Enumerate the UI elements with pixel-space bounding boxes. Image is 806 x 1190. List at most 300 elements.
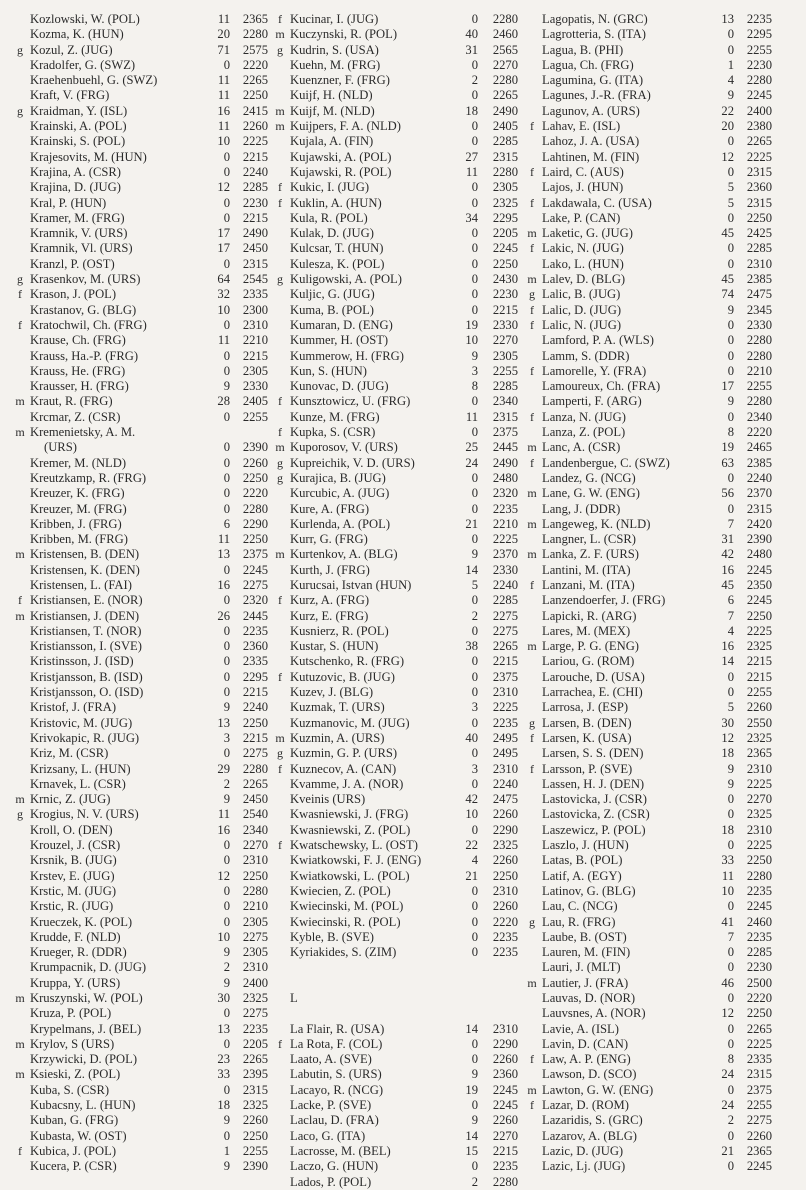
player-name: Krause, Ch. (FRG): [30, 333, 126, 348]
games-count: 56: [721, 486, 734, 501]
games-count: 23: [217, 1052, 230, 1067]
player-entry: [10, 884, 268, 899]
player-name: Laclau, D. (FRA): [290, 1113, 379, 1128]
elo-rating: 2330: [492, 562, 518, 577]
games-count: 0: [471, 1159, 478, 1174]
player-entry: [10, 394, 268, 409]
player-name: Kudrin, S. (USA): [290, 42, 379, 57]
title-tag: f: [530, 302, 534, 317]
title-tag: f: [530, 761, 534, 776]
games-count: 0: [471, 883, 478, 898]
games-count: 0: [471, 195, 478, 210]
elo-rating: 2225: [746, 838, 772, 853]
player-entry: [270, 609, 518, 624]
elo-rating: 2220: [746, 991, 772, 1005]
title-tag: f: [530, 195, 534, 210]
games-count: 12: [217, 180, 230, 195]
elo-rating: 2210: [242, 899, 268, 914]
player-name: Lavie, A. (ISL): [542, 1021, 619, 1036]
games-count: 4: [727, 73, 734, 88]
player-name: Lagopatis, N. (GRC): [542, 12, 648, 26]
player-entry: [270, 333, 518, 348]
elo-rating: 2215: [242, 210, 268, 225]
player-name: Lawton, G. W. (ENG): [542, 1082, 654, 1097]
games-count: 0: [727, 333, 734, 348]
player-entry: [270, 532, 518, 547]
games-count: 7: [727, 929, 734, 944]
elo-rating: 2255: [492, 363, 518, 378]
elo-rating: 2260: [242, 1113, 268, 1128]
games-count: 0: [727, 1128, 734, 1143]
player-entry: [270, 257, 518, 272]
title-tag: m: [527, 975, 537, 990]
title-tag: g: [277, 42, 283, 57]
elo-rating: 2250: [492, 868, 518, 883]
player-name: Kozma, K. (HUN): [30, 27, 124, 42]
player-name: Kriz, M. (CSR): [30, 746, 109, 761]
elo-rating: 2245: [746, 593, 772, 608]
title-tag: f: [18, 287, 22, 302]
player-entry: [522, 196, 792, 211]
elo-rating: 2375: [492, 425, 518, 440]
title-tag: f: [530, 1052, 534, 1067]
player-entry: [270, 746, 518, 761]
player-entry: [10, 43, 268, 58]
elo-rating: 2310: [492, 761, 518, 776]
elo-rating: 2215: [242, 685, 268, 700]
elo-rating: 2445: [492, 440, 518, 455]
elo-rating: 2265: [746, 134, 772, 149]
elo-rating: 2350: [746, 577, 772, 592]
games-count: 45: [721, 272, 734, 287]
player-entry: [522, 440, 792, 455]
games-count: 0: [727, 210, 734, 225]
elo-rating: 2250: [746, 853, 772, 868]
player-name: Kuehn, M. (FRG): [290, 57, 381, 72]
games-count: 29: [217, 761, 230, 776]
player-name: Lapicki, R. (ARG): [542, 608, 637, 623]
player-name: Langner, L. (CSR): [542, 532, 636, 547]
player-entry: [10, 150, 268, 165]
games-count: 13: [217, 715, 230, 730]
player-name: Kribben, J. (FRG): [30, 516, 122, 531]
elo-rating: 2245: [746, 899, 772, 914]
elo-rating: 2215: [746, 669, 772, 684]
elo-rating: 2250: [242, 532, 268, 547]
player-entry: [10, 211, 268, 226]
player-name: Kvamme, J. A. (NOR): [290, 776, 404, 791]
elo-rating: 2260: [492, 807, 518, 822]
elo-rating: 2320: [492, 486, 518, 501]
player-entry: [270, 12, 518, 27]
games-count: 17: [721, 379, 734, 394]
elo-rating: 2480: [746, 547, 772, 562]
player-entry: [270, 838, 518, 853]
player-name: Kwiecien, Z. (POL): [290, 883, 391, 898]
player-name: Kratochwil, Ch. (FRG): [30, 317, 147, 332]
elo-rating: 2375: [242, 547, 268, 562]
elo-rating: 2490: [242, 226, 268, 241]
games-count: 0: [471, 532, 478, 547]
elo-rating: 2400: [746, 103, 772, 118]
games-count: 18: [721, 822, 734, 837]
elo-rating: 2220: [746, 425, 772, 440]
elo-rating: 2375: [746, 1082, 772, 1097]
elo-rating: 2225: [746, 149, 772, 164]
games-count: 9: [727, 394, 734, 409]
elo-rating: 2250: [492, 256, 518, 271]
elo-rating: 2215: [492, 654, 518, 669]
player-name: Laszewicz, P. (POL): [542, 822, 646, 837]
title-tag: f: [530, 409, 534, 424]
games-count: 0: [471, 899, 478, 914]
games-count: 0: [727, 42, 734, 57]
player-entry: [270, 471, 518, 486]
player-entry: [10, 624, 268, 639]
games-count: 12: [721, 730, 734, 745]
player-name: Kristovic, M. (JUG): [30, 715, 133, 730]
games-count: 4: [727, 623, 734, 638]
player-name: Kozul, Z. (JUG): [30, 42, 113, 57]
player-name: Kuzev, J. (BLG): [290, 685, 374, 700]
title-tag: f: [18, 1143, 22, 1158]
rating-list-column-1: [10, 12, 268, 1175]
player-name: Krizsany, L. (HUN): [30, 761, 131, 776]
player-entry: [10, 1113, 268, 1128]
player-name: Kutschenko, R. (FRG): [290, 654, 405, 669]
elo-rating: 2460: [492, 27, 518, 42]
elo-rating: 2250: [242, 868, 268, 883]
title-tag: f: [278, 195, 282, 210]
games-count: 17: [217, 226, 230, 241]
player-entry: [522, 624, 792, 639]
games-count: 0: [471, 134, 478, 149]
elo-rating: 2245: [746, 88, 772, 103]
elo-rating: 2495: [492, 730, 518, 745]
games-count: 63: [721, 455, 734, 470]
elo-rating: 2565: [492, 42, 518, 57]
elo-rating: 2310: [242, 960, 268, 975]
player-entry: [10, 440, 268, 455]
player-entry: [522, 960, 792, 975]
games-count: 40: [465, 730, 478, 745]
title-tag: m: [15, 547, 25, 562]
player-entry: [10, 364, 268, 379]
player-entry: [522, 379, 792, 394]
elo-rating: 2325: [492, 195, 518, 210]
player-name: Kuzmin, A. (URS): [290, 730, 385, 745]
player-name: Landenbergue, C. (SWZ): [542, 455, 670, 470]
games-count: 3: [471, 700, 478, 715]
elo-rating: 2215: [492, 1143, 518, 1158]
player-name: Law, A. P. (ENG): [542, 1052, 631, 1067]
player-entry: [522, 792, 792, 807]
player-name: Lanzani, M. (ITA): [542, 577, 635, 592]
player-entry: [270, 869, 518, 884]
player-name: Kujala, A. (FIN): [290, 134, 374, 149]
elo-rating: 2245: [492, 1098, 518, 1113]
player-entry: [522, 226, 792, 241]
games-count: 0: [727, 27, 734, 42]
player-name: Lauvas, D. (NOR): [542, 991, 636, 1005]
elo-rating: 2315: [492, 409, 518, 424]
title-tag: g: [17, 807, 23, 822]
player-name: Kuporosov, V. (URS): [290, 440, 398, 455]
title-tag: f: [530, 363, 534, 378]
games-count: 24: [721, 1098, 734, 1113]
player-name: Krsnik, B. (JUG): [30, 853, 117, 868]
games-count: 9: [223, 1113, 230, 1128]
games-count: 33: [721, 853, 734, 868]
elo-rating: 2285: [746, 945, 772, 960]
player-name: Kranzl, P. (OST): [30, 256, 115, 271]
player-name: Kurajica, B. (JUG): [290, 470, 386, 485]
player-entry: [10, 104, 268, 119]
player-entry: [522, 1067, 792, 1082]
player-name: Krausser, H. (FRG): [30, 379, 129, 394]
elo-rating: 2405: [492, 119, 518, 134]
player-name: Krudde, F. (NLD): [30, 929, 121, 944]
player-name: Kuban, G. (FRG): [30, 1113, 119, 1128]
player-entry: [522, 593, 792, 608]
player-name: Lados, P. (POL): [290, 1174, 372, 1189]
elo-rating: 2230: [746, 960, 772, 975]
games-count: 11: [217, 532, 230, 547]
games-count: 8: [727, 1052, 734, 1067]
elo-rating: 2475: [746, 287, 772, 302]
games-count: 1: [223, 1143, 230, 1158]
title-tag: g: [17, 42, 23, 57]
player-entry: [270, 792, 518, 807]
title-tag: f: [530, 577, 534, 592]
player-name: Kreuzer, K. (FRG): [30, 486, 125, 501]
games-count: 28: [217, 394, 230, 409]
player-name: Kuljic, G. (JUG): [290, 287, 375, 302]
elo-rating: 2215: [492, 302, 518, 317]
games-count: 0: [471, 226, 478, 241]
player-entry: [10, 869, 268, 884]
games-count: 0: [223, 899, 230, 914]
player-entry: [522, 1052, 792, 1067]
games-count: 9: [471, 547, 478, 562]
elo-rating: 2215: [242, 730, 268, 745]
player-entry: [270, 716, 518, 731]
player-name: Kucera, P. (CSR): [30, 1159, 117, 1174]
player-name: Larsson, P. (SVE): [542, 761, 633, 776]
player-name: Lauren, M. (FIN): [542, 945, 631, 960]
player-name: Lacayo, R. (NCG): [290, 1082, 384, 1097]
elo-rating: 2325: [242, 1098, 268, 1113]
player-name: Kruppa, Y. (URS): [30, 975, 121, 990]
player-entry: [10, 272, 268, 287]
player-name: Laszlo, J. (HUN): [542, 838, 629, 853]
title-tag: m: [527, 516, 537, 531]
player-name: Kveinis (URS): [290, 792, 366, 807]
elo-rating: 2250: [746, 210, 772, 225]
elo-rating: 2315: [492, 149, 518, 164]
player-entry: [522, 1159, 792, 1174]
player-entry: [10, 1098, 268, 1113]
games-count: 2: [727, 1113, 734, 1128]
games-count: 8: [471, 379, 478, 394]
elo-rating: 2235: [492, 945, 518, 960]
player-name: Kozlowski, W. (POL): [30, 12, 140, 26]
player-entry: [270, 119, 518, 134]
games-count: 0: [471, 593, 478, 608]
games-count: 0: [727, 685, 734, 700]
player-name: Lautier, J. (FRA): [542, 975, 629, 990]
elo-rating: 2265: [242, 1052, 268, 1067]
title-tag: g: [529, 914, 535, 929]
games-count: 32: [217, 287, 230, 302]
games-count: 8: [727, 425, 734, 440]
player-entry: [10, 165, 268, 180]
elo-rating: 2305: [492, 348, 518, 363]
player-entry: [270, 196, 518, 211]
player-name: Kraehenbuehl, G. (SWZ): [30, 73, 158, 88]
games-count: 9: [471, 348, 478, 363]
games-count: 10: [217, 134, 230, 149]
player-name: Krouzel, J. (CSR): [30, 838, 121, 853]
player-name: Kuijf, M. (NLD): [290, 103, 375, 118]
games-count: 0: [471, 287, 478, 302]
games-count: 0: [471, 623, 478, 638]
elo-rating: 2280: [746, 394, 772, 409]
player-entry: [10, 700, 268, 715]
games-count: 0: [471, 12, 478, 26]
player-entry: [270, 762, 518, 777]
player-name: Krasenkov, M. (URS): [30, 272, 141, 287]
player-entry: [270, 700, 518, 715]
player-entry: [522, 58, 792, 73]
player-entry: [522, 1129, 792, 1144]
player-name: Kristensen, K. (DEN): [30, 562, 140, 577]
elo-rating: 2325: [746, 807, 772, 822]
games-count: 6: [223, 516, 230, 531]
elo-rating: 2360: [746, 180, 772, 195]
title-tag: g: [277, 746, 283, 761]
player-entry: [522, 180, 792, 195]
games-count: 0: [223, 501, 230, 516]
games-count: 0: [223, 639, 230, 654]
player-name: Kun, S. (HUN): [290, 363, 367, 378]
player-entry: [522, 639, 792, 654]
title-tag: m: [527, 226, 537, 241]
elo-rating: 2305: [242, 914, 268, 929]
elo-rating: 2460: [746, 914, 772, 929]
player-name: Lazic, D. (JUG): [542, 1143, 624, 1158]
player-name: Kuijf, H. (NLD): [290, 88, 373, 103]
player-entry: [10, 532, 268, 547]
player-name: Krajesovits, M. (HUN): [30, 149, 147, 164]
player-entry: [10, 639, 268, 654]
games-count: 0: [223, 440, 230, 455]
games-count: 2: [471, 608, 478, 623]
games-count: 9: [223, 945, 230, 960]
games-count: 0: [727, 501, 734, 516]
player-name: Krzywicki, D. (POL): [30, 1052, 138, 1067]
player-entry: [270, 318, 518, 333]
elo-rating: 2280: [746, 348, 772, 363]
elo-rating: 2260: [492, 1052, 518, 1067]
player-entry: [522, 1037, 792, 1052]
elo-rating: 2575: [242, 42, 268, 57]
elo-rating: 2260: [746, 1128, 772, 1143]
elo-rating: 2395: [242, 1067, 268, 1082]
player-entry: [522, 410, 792, 425]
elo-rating: 2295: [242, 669, 268, 684]
games-count: 12: [217, 868, 230, 883]
player-entry: [522, 104, 792, 119]
elo-rating: 2280: [492, 1174, 518, 1189]
player-entry: [270, 241, 518, 256]
player-entry: [270, 1144, 518, 1159]
player-entry: [270, 211, 518, 226]
games-count: 0: [223, 210, 230, 225]
player-entry: [10, 134, 268, 149]
games-count: 0: [727, 1036, 734, 1051]
games-count: 0: [223, 562, 230, 577]
player-entry: [270, 731, 518, 746]
games-count: 38: [465, 639, 478, 654]
player-name: Kristensen, B. (DEN): [30, 547, 140, 562]
elo-rating: 2220: [492, 914, 518, 929]
player-entry: [522, 869, 792, 884]
elo-rating: 2315: [746, 195, 772, 210]
elo-rating: 2240: [746, 470, 772, 485]
player-entry: [522, 287, 792, 302]
player-entry: [522, 547, 792, 562]
player-entry: [10, 563, 268, 578]
games-count: 0: [471, 685, 478, 700]
elo-rating: 2315: [746, 164, 772, 179]
player-entry: [522, 807, 792, 822]
player-entry: [522, 563, 792, 578]
title-tag: m: [275, 440, 285, 455]
player-name: Kroll, O. (DEN): [30, 822, 113, 837]
player-name: Krivokapic, R. (JUG): [30, 730, 140, 745]
player-name: Kubacsny, L. (HUN): [30, 1098, 136, 1113]
elo-rating: 2285: [242, 180, 268, 195]
title-tag: m: [275, 730, 285, 745]
games-count: 16: [217, 577, 230, 592]
player-name: Kuenzner, F. (FRG): [290, 73, 390, 88]
elo-rating: 2280: [242, 501, 268, 516]
elo-rating: 2280: [242, 883, 268, 898]
player-name: Kremenietsky, A. M.: [30, 425, 136, 440]
player-name: Laird, C. (AUS): [542, 164, 624, 179]
player-name: Kuznecov, A. (CAN): [290, 761, 397, 776]
player-name: Krypelmans, J. (BEL): [30, 1021, 142, 1036]
player-name: Krumpacnik, D. (JUG): [30, 960, 147, 975]
games-count: 0: [727, 669, 734, 684]
elo-rating: 2340: [746, 409, 772, 424]
player-entry: [270, 624, 518, 639]
games-count: 15: [465, 1143, 478, 1158]
player-name: Kubasta, W. (OST): [30, 1128, 127, 1143]
player-name: Lane, G. W. (ENG): [542, 486, 640, 501]
player-name: Kristiansen, J. (DEN): [30, 608, 140, 623]
elo-rating: 2210: [492, 516, 518, 531]
player-name: Lanzendoerfer, J. (FRG): [542, 593, 666, 608]
player-name: Lazaridis, S. (GRC): [542, 1113, 643, 1128]
player-entry: [270, 150, 518, 165]
games-count: 11: [217, 12, 230, 26]
elo-rating: 2330: [242, 379, 268, 394]
player-entry: [522, 731, 792, 746]
games-count: 26: [217, 608, 230, 623]
games-count: 13: [217, 547, 230, 562]
